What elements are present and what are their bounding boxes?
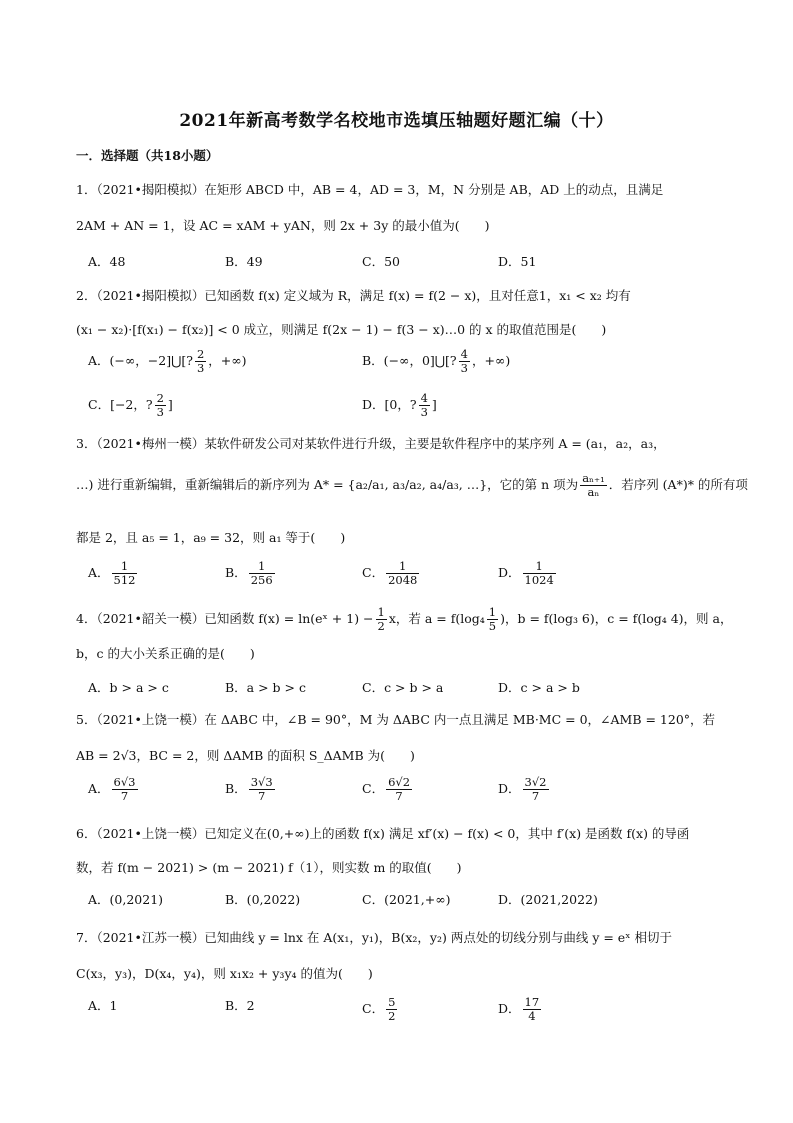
q5-option-a[interactable]: A． $\frac{6√3}{7}$ xyxy=(88,775,136,803)
q4-option-b[interactable]: B．a > b > c xyxy=(225,680,306,695)
q5-option-c[interactable]: C． $\frac{6√2}{7}$ xyxy=(362,775,411,803)
q5-option-b[interactable]: B． $\frac{3√3}{7}$ xyxy=(225,775,273,803)
q4-option-d[interactable]: D．c > a > b xyxy=(498,680,580,695)
q6-option-c[interactable]: C．(2021,+∞) xyxy=(362,892,451,907)
q7-line1: 7．（2021•江苏一模）已知曲线 y = lnx 在 A(x₁，y₁)，B(x₂，y₂) 两点处的切线分别与曲线 y = eˣ 相切于 xyxy=(76,930,672,945)
q2-option-b[interactable]: B．(−∞，0]⋃[? $\frac{4}{3}$ ，+∞) xyxy=(362,347,511,375)
q1-line2: 2AM + AN = 1，设 AC = xAM + yAN，则 2x + 3y 的最小值为( ) xyxy=(76,218,490,233)
q3-line3: 都是 2，且 a₅ = 1，a₉ = 32，则 a₁ 等于( ) xyxy=(76,530,346,545)
q2-option-a[interactable]: A．(−∞，−2]⋃[? $\frac{2}{3}$ ，+∞) xyxy=(88,347,247,375)
q7-option-d[interactable]: D． $\frac{17}{4}$ xyxy=(498,995,540,1023)
q2-line1: 2．（2021•揭阳模拟）已知函数 f(x) 定义域为 R，满足 f(x) = f(2 − x)，且对任意1，x₁ < x₂ 均有 xyxy=(76,288,631,303)
q1-option-c[interactable]: C．50 xyxy=(362,254,400,269)
q3-line1: 3．（2021•梅州一模）某软件研发公司对某软件进行升级，主要是软件程序中的某序列 A = (a₁，a₂，a₃， xyxy=(76,436,666,451)
q7-option-c[interactable]: C． $\frac{5}{2}$ xyxy=(362,995,396,1023)
q2-line2: (x₁ − x₂)·[f(x₁) − f(x₂)] < 0 成立，则满足 f(2x − 1) − f(3 − x)…0 的 x 的取值范围是( ) xyxy=(76,322,607,337)
q7-option-b[interactable]: B．2 xyxy=(225,998,255,1013)
q2-option-c[interactable]: C．[−2，? $\frac{2}{3}$ ] xyxy=(88,391,173,419)
q3-option-a[interactable]: A． $\frac{1}{512}$ xyxy=(88,559,136,587)
q3-line2: …) 进行重新编辑，重新编辑后的新序列为 A* = {a₂/a₁, a₃/a₂, a₄/a₃, …}，它的第 n 项为 $\frac{\text{aₙ₊₁}}{\text{aₙ}}$ ．若序列 (A*)* 的所有项 xyxy=(76,471,748,499)
q6-option-d[interactable]: D．(2021,2022) xyxy=(498,892,598,907)
q6-option-a[interactable]: A．(0,2021) xyxy=(88,892,164,907)
q3-option-b[interactable]: B． $\frac{1}{256}$ xyxy=(225,559,273,587)
q4-line1: 4．（2021•韶关一模）已知函数 f(x) = ln(eˣ + 1) − $\frac{1}{2}$ x，若 a = f(log₄ $\frac{1}{5}$ )，b = f(log₃ 6)，c = f(log₄ 4)，则 a， xyxy=(76,605,733,633)
q5-line1: 5．（2021•上饶一模）在 ΔABC 中，∠B = 90°，M 为 ΔABC 内一点且满足 MB·MC = 0，∠AMB = 120°，若 xyxy=(76,712,716,727)
section-heading: 一．选择题（共18小题） xyxy=(76,148,219,163)
q6-option-b[interactable]: B．(0,2022) xyxy=(225,892,301,907)
q6-line1: 6．（2021•上饶一模）已知定义在(0,+∞)上的函数 f(x) 满足 xf′(x) − f(x) < 0，其中 f′(x) 是函数 f(x) 的导函 xyxy=(76,826,690,841)
q6-line2: 数，若 f(m − 2021) > (m − 2021) f（1），则实数 m 的取值( ) xyxy=(76,860,462,875)
q3-option-c[interactable]: C． $\frac{1}{2048}$ xyxy=(362,559,418,587)
q5-line2: AB = 2√3，BC = 2，则 ΔAMB 的面积 S_ΔAMB 为( ) xyxy=(76,748,415,763)
q5-option-d[interactable]: D． $\frac{3√2}{7}$ xyxy=(498,775,547,803)
q4-line2: b，c 的大小关系正确的是( ) xyxy=(76,646,255,661)
q7-line2: C(x₃，y₃)，D(x₄，y₄)，则 x₁x₂ + y₃y₄ 的值为( ) xyxy=(76,966,373,981)
q1-option-d[interactable]: D．51 xyxy=(498,254,537,269)
q4-option-c[interactable]: C．c > b > a xyxy=(362,680,444,695)
q3-option-d[interactable]: D． $\frac{1}{1024}$ xyxy=(498,559,554,587)
q1-option-a[interactable]: A．48 xyxy=(88,254,126,269)
q1-line1: 1．（2021•揭阳模拟）在矩形 ABCD 中，AB = 4，AD = 3，M，N 分别是 AB，AD 上的动点，且满足 xyxy=(76,182,664,197)
page-title: 2021年新高考数学名校地市选填压轴题好题汇编（十） xyxy=(179,111,614,131)
q2-option-d[interactable]: D．[0，? $\frac{4}{3}$ ] xyxy=(362,391,437,419)
q1-option-b[interactable]: B．49 xyxy=(225,254,263,269)
q4-option-a[interactable]: A．b > a > c xyxy=(88,680,169,695)
q7-option-a[interactable]: A．1 xyxy=(88,998,118,1013)
